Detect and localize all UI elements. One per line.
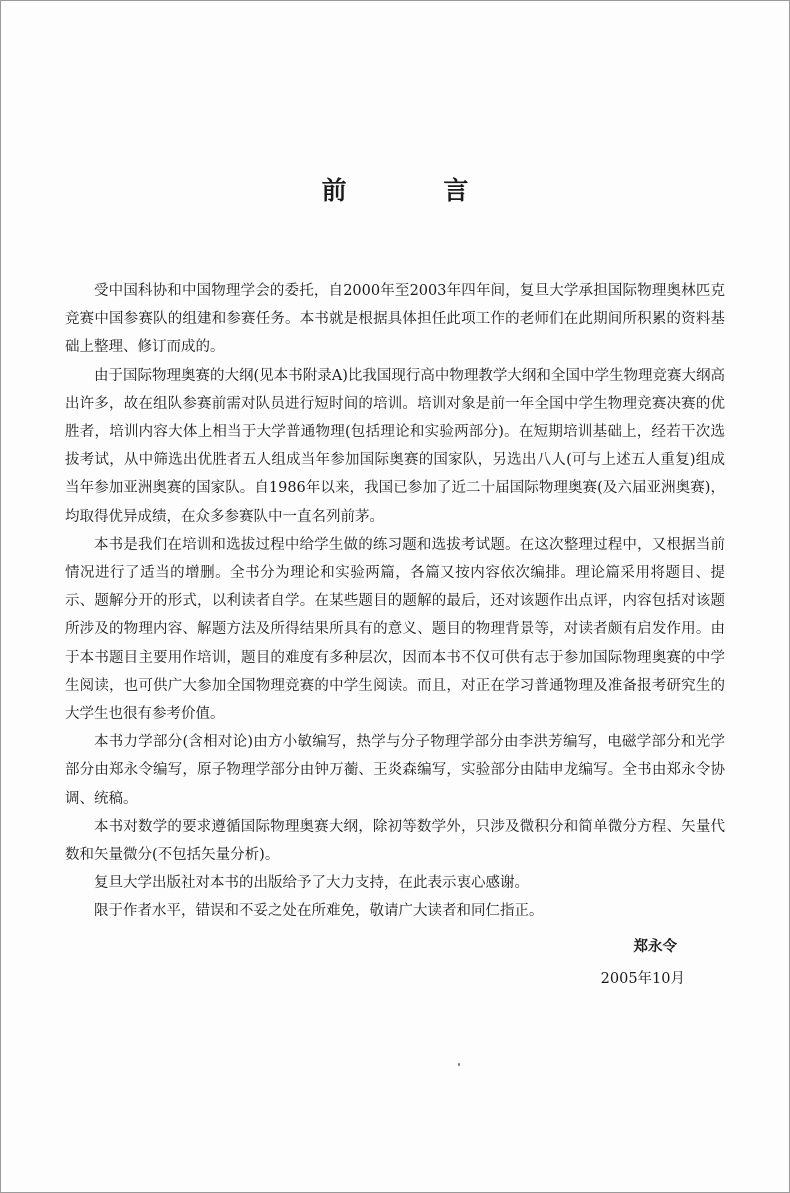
paragraph: 本书是我们在培训和选拔过程中给学生做的练习题和选拔考试题。在这次整理过程中，又根据当前情况进行了适当的增删。全书分为理论和实验两篇，各篇又按内容依次编排。理论篇采用将题目、提示、题解分开的形式，以利读者自学。在某些题目的题解的最后，还对该题作出点评，内容包括对该题所涉及的物理内容、解题方法及所得结果所具有的意义、题目的物理背景等，对读者颇有启发作用。由于本书题目主要用作培训，题目的难度有多种层次，因而本书不仅可供有志于参加国际物理奥赛的中学生阅读，也可供广大参加全国物理竞赛的中学生阅读。而且，对正在学习普通物理及准备报考研究生的大学生也很有参考价值。 <box>65 536 725 723</box>
signature-block <box>601 931 685 995</box>
paragraph: 限于作者水平，错误和不妥之处在所难免，敬请广大读者和同仁指正。 <box>94 903 544 920</box>
signature-date: 2005年10月 <box>600 971 685 987</box>
paragraph: 由于国际物理奥赛的大纲(见本书附录A)比我国现行高中物理教学大纲和全国中学生物理竞赛大纲高出许多，故在组队参赛前需对队员进行短时间的培训。培训对象是前一年全国中学生物理竞赛决赛的优胜者，培训内容大体上相当于大学普通物理(包括理论和实验两部分)。在短期培训基础上，经若干次选拔考试，从中筛选出优胜者五人组成当年参加国际奥赛的国家队，另选出八人(可与上述五人重复)组成当年参加亚洲奥赛的国家队。自1986年以来，我国已参加了近二十届国际物理奥赛(及六届亚洲奥赛)，均取得优异成绩，在众多参赛队中一直名列前茅。 <box>65 367 725 525</box>
scan-speck <box>458 1063 460 1066</box>
paragraph: 本书力学部分(含相对论)由方小敏编写，热学与分子物理学部分由李洪芳编写，电磁学部分和光学部分由郑永令编写，原子物理学部分由钟万蘅、王炎森编写，实验部分由陆申龙编写。全书由郑永令协调、统稿。 <box>65 734 725 807</box>
paragraph: 本书对数学的要求遵循国际物理奥赛大纲，除初等数学外，只涉及微积分和简单微分方程、矢量代数和矢量微分(不包括矢量分析)。 <box>65 818 725 864</box>
preface-body <box>65 277 725 926</box>
author-name: 郑永令 <box>633 938 677 955</box>
page-title: 前 言 <box>321 176 513 205</box>
paragraph: 复旦大学出版社对本书的出版给予了大力支持，在此表示衷心感谢。 <box>94 875 529 892</box>
paragraph: 受中国科协和中国物理学会的委托，自2000年至2003年四年间，复旦大学承担国际物理奥林匹克竞赛中国参赛队的组建和参赛任务。本书就是根据具体担任此项工作的老师们在此期间所积累的资料基础上整理、修订而成的。 <box>65 283 725 356</box>
